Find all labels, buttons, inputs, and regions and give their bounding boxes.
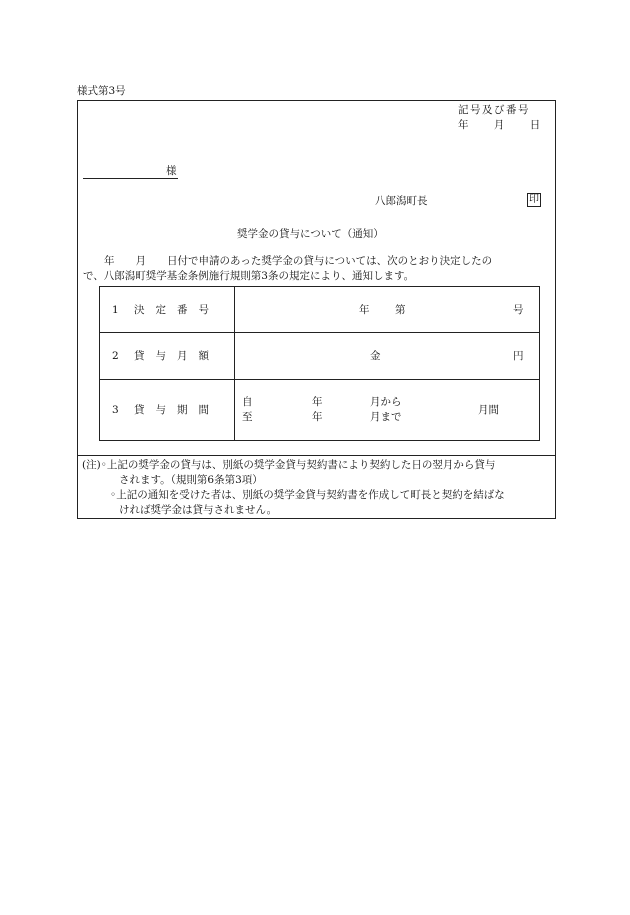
row-3-month-from: 月から [370,396,402,408]
date-year: 年 [458,119,469,131]
body-text-line-1: 年 月 日付で申請のあった奨学金の貸与については、次のとおり決定したの [83,255,493,267]
row-3-to-year: 年 [312,411,323,423]
row-1-dai: 第 [395,304,406,316]
row-2-kin: 金 [370,350,381,362]
form-label: 様式第3号 [77,85,126,97]
row-1-go: 号 [513,304,524,316]
issue-date [458,120,540,131]
row-3-from-year: 年 [312,396,323,408]
seal-mark: 印 [529,194,539,205]
row-3-to: 至 [242,411,253,423]
note-line-2: されます。（規則第6条第3項） [119,474,263,486]
body-text-line-2: で、八郎潟町奨学基金条例施行規則第3条の規定により、通知します。 [83,270,415,282]
row-2-yen: 円 [513,350,524,362]
date-day: 日 [529,119,541,131]
note-line-3: ◦上記の通知を受けた者は、別紙の奨学金貸与契約書を作成して町長と契約を結ばな [110,489,505,501]
row-2-number: 2 [112,350,119,362]
row-3-month-to: 月まで [370,411,402,423]
row-3-number: 3 [112,404,119,416]
row-1-label: 決定番号 [134,304,220,316]
reference-number-label: 記号及び番号 [458,104,530,116]
row-3-from: 自 [242,396,253,408]
document-subject: 奨学金の貸与について（通知） [237,228,384,240]
row-2-label: 貸与月額 [134,350,220,362]
mayor-title: 八郎潟町長 [375,195,428,207]
table-column-divider [234,287,235,440]
recipient-honorific: 様 [166,165,177,177]
decision-table [99,286,540,441]
recipient-name-line [83,178,178,179]
row-3-label: 貸与期間 [134,404,220,416]
table-row-divider [100,379,539,380]
note-line-1: (注)◦上記の奨学金の貸与は、別紙の奨学金貸与契約書により契約した日の翌月から貸与 [82,459,496,471]
row-1-number: 1 [112,304,119,316]
table-row-divider [100,332,539,333]
note-line-4: ければ奨学金は貸与されません。 [119,504,278,516]
date-month: 月 [493,119,505,131]
row-3-months: 月間 [478,404,499,416]
row-1-year: 年 [359,304,370,316]
